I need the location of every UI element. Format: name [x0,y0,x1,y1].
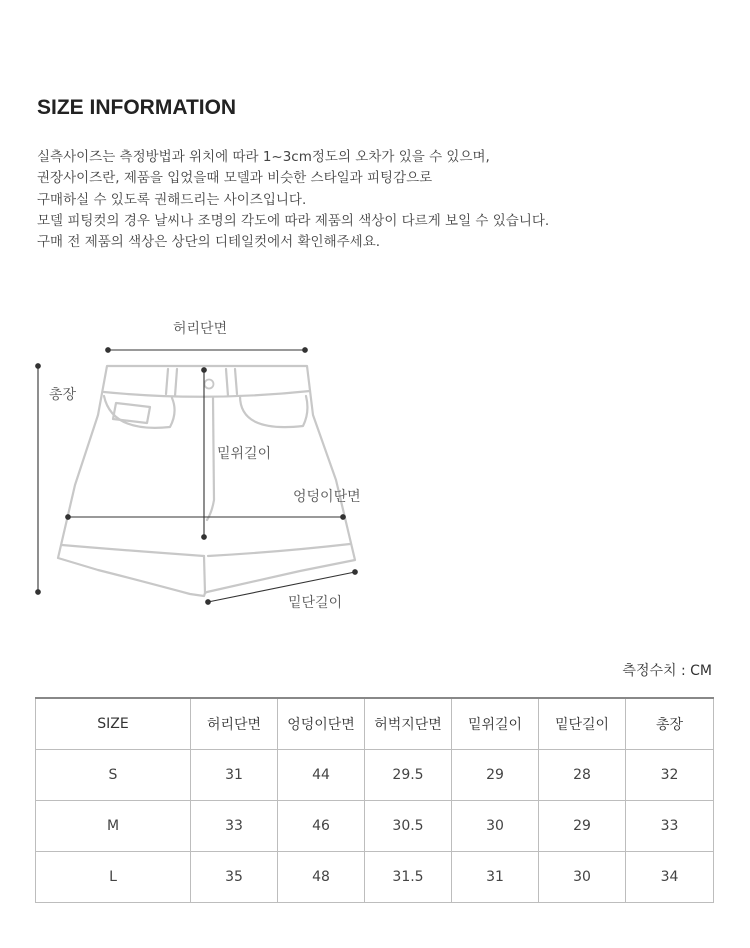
cell-length: 33 [626,801,714,852]
hem-label: 밑단길이 [288,595,343,611]
page-title: SIZE INFORMATION [37,96,237,119]
cell-thigh: 29.5 [365,750,452,801]
header-hip: 엉덩이단면 [278,698,365,750]
cell-hip: 46 [278,801,365,852]
size-table [35,697,714,903]
cell-hip: 48 [278,852,365,903]
waist-label: 허리단면 [173,321,228,337]
header-size: SIZE [36,698,191,750]
header-length: 총장 [626,698,714,750]
size-notes [37,147,727,253]
table-header-row [36,698,714,750]
cell-rise: 31 [452,852,539,903]
table-row [36,852,714,903]
cell-thigh: 31.5 [365,852,452,903]
table-row [36,750,714,801]
cell-waist: 33 [191,801,278,852]
rise-label: 밑위길이 [217,446,272,462]
shorts-diagram [0,300,420,630]
hip-label: 엉덩이단면 [293,489,361,505]
header-thigh: 허벅지단면 [365,698,452,750]
table-row [36,801,714,852]
cell-waist: 35 [191,852,278,903]
cell-thigh: 30.5 [365,801,452,852]
note-line: 구매하실 수 있도록 권해드리는 사이즈입니다. [37,191,307,208]
length-label: 총장 [49,387,77,403]
cell-rise: 30 [452,801,539,852]
cell-waist: 31 [191,750,278,801]
cell-hem: 29 [539,801,626,852]
cell-length: 34 [626,852,714,903]
unit-label: 측정수치 : CM [622,663,712,679]
header-rise: 밑위길이 [452,698,539,750]
note-line: 구매 전 제품의 색상은 상단의 디테일컷에서 확인해주세요. [37,234,381,251]
note-line: 모델 피팅컷의 경우 날씨나 조명의 각도에 따라 제품의 색상이 다르게 보일 수 있습니다. [37,212,550,229]
header-hem: 밑단길이 [539,698,626,750]
note-line: 권장사이즈란, 제품을 입었을때 모델과 비슷한 스타일과 피팅감으로 [37,170,433,187]
note-line: 실측사이즈는 측정방법과 위치에 따라 1~3cm정도의 오차가 있을 수 있으며, [37,149,490,165]
cell-rise: 29 [452,750,539,801]
cell-hip: 44 [278,750,365,801]
header-waist: 허리단면 [191,698,278,750]
cell-length: 32 [626,750,714,801]
shorts-illustration [0,300,420,630]
cell-hem: 30 [539,852,626,903]
cell-size: L [36,852,191,903]
cell-hem: 28 [539,750,626,801]
cell-size: S [36,750,191,801]
cell-size: M [36,801,191,852]
